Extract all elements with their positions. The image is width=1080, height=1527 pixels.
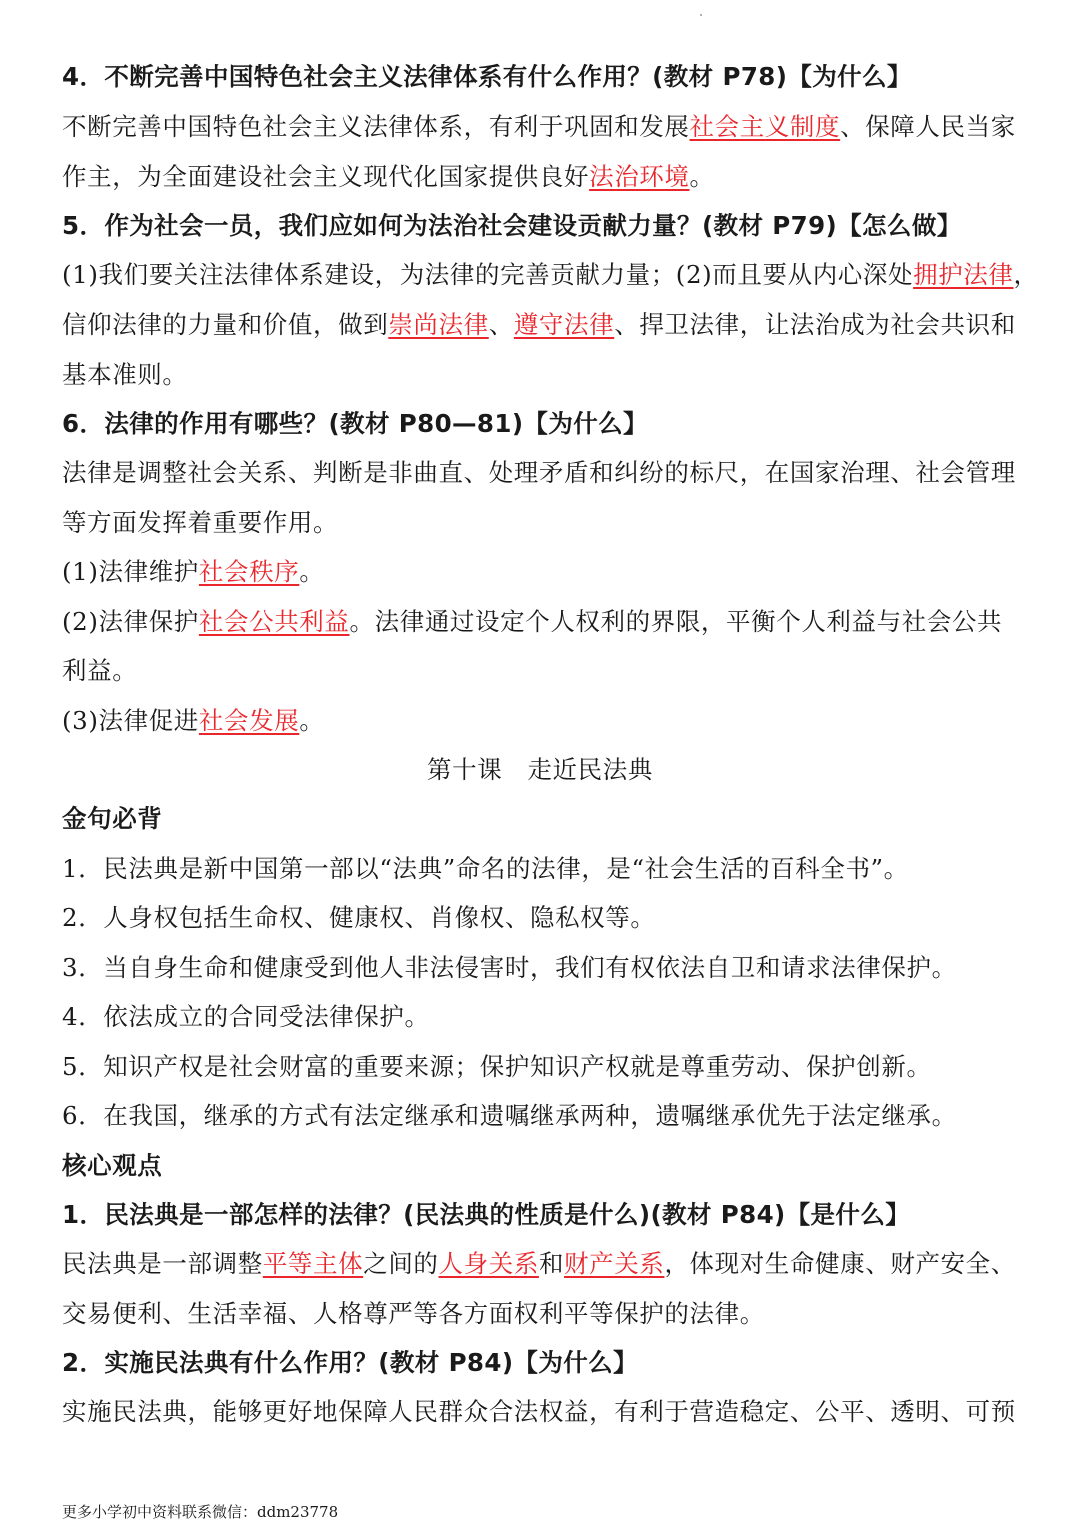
- key-term: 法治环境: [589, 162, 690, 191]
- scan-dot: [700, 14, 702, 16]
- text: (3)法律促进: [62, 706, 199, 735]
- golden-item-1: 1．民法典是新中国第一部以“法典”命名的法律，是“社会生活的百科全书”。: [62, 854, 909, 883]
- question-6-title: 6．法律的作用有哪些？(教材 P80—81)【为什么】: [62, 409, 648, 438]
- question-6-point-1: [62, 557, 1020, 587]
- core-question-1-answer-line-2: 交易便利、生活幸福、人格尊严等各方面权利平等保护的法律。: [62, 1299, 765, 1328]
- key-term: 崇尚法律: [388, 310, 489, 339]
- golden-item-4: 4．依法成立的合同受法律保护。: [62, 1002, 430, 1031]
- core-question-1-title: 1．民法典是一部怎样的法律？(民法典的性质是什么)(教材 P84)【是什么】: [62, 1200, 911, 1229]
- text: 作主，为全面建设社会主义现代化国家提供良好: [62, 162, 590, 191]
- text: (1)法律维护: [62, 557, 199, 586]
- text: ，体现对生命健康、财产安全、: [664, 1249, 1016, 1278]
- question-6-point-2-cont: 利益。: [62, 656, 138, 685]
- text: 、: [488, 310, 514, 339]
- golden-item-2: 2．人身权包括生命权、健康权、肖像权、隐私权等。: [62, 903, 656, 932]
- question-4-title: 4．不断完善中国特色社会主义法律体系有什么作用？(教材 P78)【为什么】: [62, 62, 912, 91]
- text: (2)法律保护: [62, 607, 199, 636]
- question-5-title: 5．作为社会一员，我们应如何为法治社会建设贡献力量？(教材 P79)【怎么做】: [62, 211, 962, 240]
- key-term: 平等主体: [262, 1249, 364, 1278]
- golden-item-6: 6．在我国，继承的方式有法定继承和遗嘱继承两种，遗嘱继承优先于法定继承。: [62, 1101, 957, 1130]
- section-heading-core: 核心观点: [62, 1151, 163, 1180]
- golden-item-3: 3．当自身生命和健康受到他人非法侵害时，我们有权依法自卫和请求法律保护。: [62, 953, 957, 982]
- section-heading-golden: 金句必背: [62, 804, 163, 833]
- text: 不断完善中国特色社会主义法律体系，有利于巩固和发展: [62, 112, 690, 141]
- text: 。: [299, 706, 325, 735]
- golden-item-5: 5．知识产权是社会财富的重要来源；保护知识产权就是尊重劳动、保护创新。: [62, 1052, 932, 1081]
- text: 、捍卫法律，让法治成为社会共识和: [614, 310, 1016, 339]
- text: 和: [538, 1249, 565, 1278]
- core-question-2-title: 2．实施民法典有什么作用？(教材 P84)【为什么】: [62, 1348, 638, 1377]
- question-5-answer-line-1: [62, 260, 1039, 290]
- key-term: 遵守法律: [513, 310, 615, 339]
- key-term: 社会公共利益: [198, 607, 350, 636]
- question-4-answer-line-2: [62, 162, 1020, 192]
- key-term: 财产关系: [564, 1249, 665, 1278]
- key-term: 社会秩序: [198, 557, 300, 586]
- text: 民法典是一部调整: [62, 1249, 263, 1278]
- question-5-answer-line-2: [62, 310, 1020, 340]
- text: ，: [1013, 260, 1039, 289]
- text: 之间的: [363, 1249, 439, 1278]
- text: (1)我们要关注法律体系建设，为法律的完善贡献力量；(2)而且要从内心深处: [62, 260, 914, 289]
- text: 。法律通过设定个人权利的界限，平衡个人利益与社会公共: [349, 607, 1003, 636]
- key-term: 人身关系: [438, 1249, 539, 1278]
- text: 、保障人民当家: [840, 112, 1016, 141]
- question-6-point-2: [62, 607, 1020, 637]
- key-term: 社会发展: [198, 706, 300, 735]
- text: 。: [299, 557, 325, 586]
- core-question-1-answer-line-1: [62, 1249, 1020, 1279]
- question-6-point-3: [62, 706, 1020, 736]
- text: 信仰法律的力量和价值，做到: [62, 310, 389, 339]
- question-6-answer-line-2: 等方面发挥着重要作用。: [62, 508, 339, 537]
- text: 。: [689, 162, 715, 191]
- key-term: 拥护法律: [913, 260, 1014, 289]
- key-term: 社会主义制度: [689, 112, 841, 141]
- question-4-answer-line-1: [62, 112, 1020, 142]
- lesson-title: 第十课 走近民法典: [427, 755, 653, 784]
- question-6-answer-line-1: 法律是调整社会关系、判断是非曲直、处理矛盾和纠纷的标尺，在国家治理、社会管理: [62, 458, 1016, 487]
- core-question-2-answer-line-1: 实施民法典，能够更好地保障人民群众合法权益，有利于营造稳定、公平、透明、可预: [62, 1397, 1016, 1426]
- footer-contact: 更多小学初中资料联系微信：ddm23778: [62, 1503, 339, 1521]
- question-5-answer-line-3: 基本准则。: [62, 360, 188, 389]
